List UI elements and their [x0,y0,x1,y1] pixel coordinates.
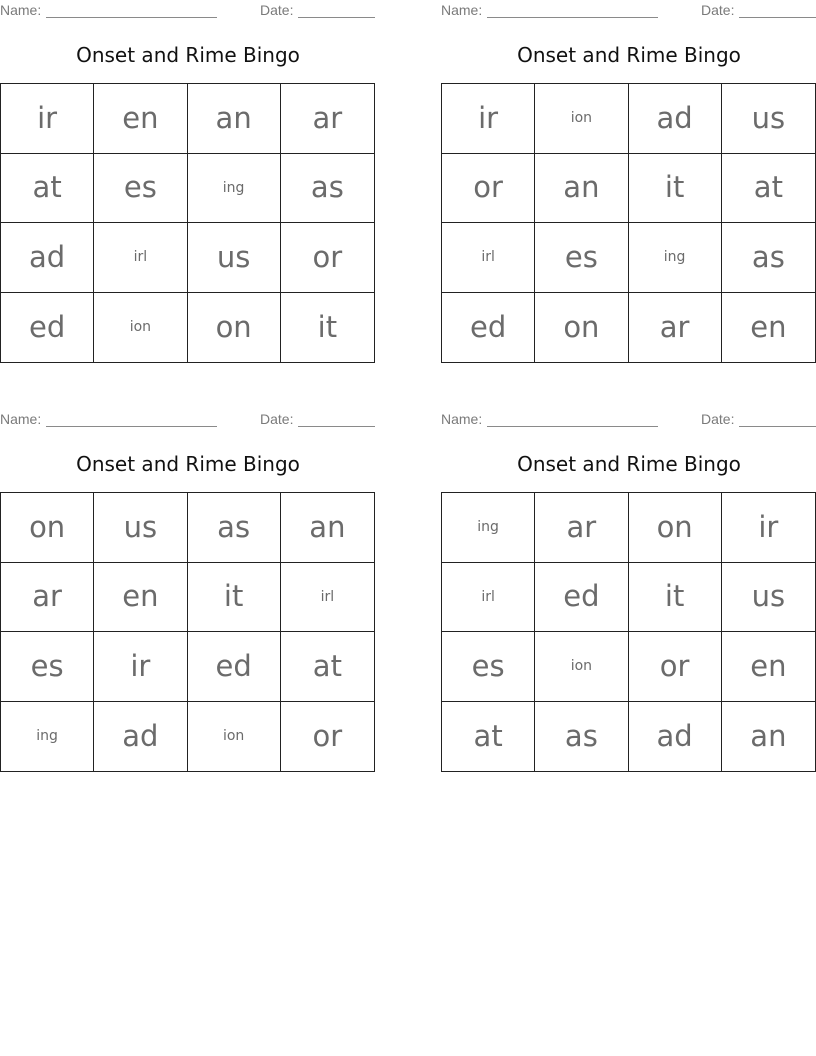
bingo-cell: irl [442,563,535,633]
bingo-grid [0,83,375,363]
bingo-cell: ir [94,632,187,702]
name-label: Name: [441,2,483,18]
bingo-cell: on [188,293,281,363]
bingo-cell: an [750,718,787,753]
name-blank-line [487,17,658,18]
bingo-cell: es [94,154,187,224]
name-date-row [441,2,816,20]
date-label: Date: [701,2,735,18]
bingo-cell: ar [535,493,628,563]
bingo-cell: ir [722,493,815,563]
date-label: Date: [260,411,294,427]
date-blank-line [298,426,375,427]
date-label: Date: [260,2,294,18]
name-blank-line [487,426,658,427]
bingo-cell: ir [442,84,535,154]
bingo-cell: ar [629,293,722,363]
bingo-cell: ir [1,84,94,154]
bingo-cell: ing [188,154,281,224]
bingo-cell: en [750,309,787,344]
bingo-cell: ad [629,702,722,772]
date-blank-line [298,17,375,18]
bingo-cell: ar [281,84,374,154]
bingo-cell: es [1,632,94,702]
bingo-card-3 [0,409,376,781]
bingo-cell: us [188,223,281,293]
bingo-cell: or [629,632,722,702]
bingo-cell: ing [442,493,535,563]
bingo-cell: irl [442,223,535,293]
name-label: Name: [0,411,42,427]
bingo-cell: ar [1,563,94,633]
bingo-cell: ad [1,223,94,293]
bingo-cell: ed [1,293,94,363]
bingo-grid [0,492,375,772]
bingo-grid [441,83,816,363]
bingo-card-1 [0,0,376,372]
bingo-cell: us [722,84,815,154]
name-blank-line [46,426,217,427]
bingo-cell: irl [94,223,187,293]
bingo-cell: on [1,493,94,563]
bingo-cell: at [442,702,535,772]
bingo-cell: it [317,309,338,344]
bingo-cell: an [281,493,374,563]
bingo-cell: at [281,632,374,702]
bingo-cell: an [535,154,628,224]
bingo-cell: at [1,154,94,224]
card-title: Onset and Rime Bingo [76,452,300,476]
bingo-cell: as [281,154,374,224]
bingo-cell: it [629,563,722,633]
name-date-row [441,411,816,429]
bingo-grid [441,492,816,772]
bingo-cell: es [442,632,535,702]
bingo-cell: ed [535,563,628,633]
bingo-card-2 [441,0,816,372]
bingo-cell: as [722,223,815,293]
bingo-cell: us [94,493,187,563]
bingo-cell: ion [188,702,281,772]
bingo-cell: an [188,84,281,154]
bingo-cell: us [722,563,815,633]
bingo-cell: es [535,223,628,293]
bingo-cell: or [442,154,535,224]
name-label: Name: [0,2,42,18]
bingo-cell: at [722,154,815,224]
date-blank-line [739,426,816,427]
card-title: Onset and Rime Bingo [76,43,300,67]
card-title: Onset and Rime Bingo [517,452,741,476]
bingo-card-4 [441,409,816,781]
bingo-cell: ed [442,293,535,363]
bingo-cell: ing [1,702,94,772]
bingo-cell: en [722,632,815,702]
bingo-cell: as [535,702,628,772]
date-blank-line [739,17,816,18]
date-label: Date: [701,411,735,427]
bingo-cell: on [535,293,628,363]
bingo-cell: irl [281,563,374,633]
bingo-cell: ion [535,84,628,154]
name-label: Name: [441,411,483,427]
bingo-cell: or [312,718,343,753]
bingo-cell: as [188,493,281,563]
bingo-cell: ion [94,293,187,363]
bingo-cell: ing [629,223,722,293]
bingo-cell: it [629,154,722,224]
card-title: Onset and Rime Bingo [517,43,741,67]
bingo-cell: ad [94,702,187,772]
bingo-cell: ion [535,632,628,702]
bingo-cell: ad [629,84,722,154]
bingo-cell: or [281,223,374,293]
bingo-cell: on [629,493,722,563]
name-date-row [0,2,376,20]
bingo-cell: it [188,563,281,633]
bingo-cell: en [94,84,187,154]
bingo-cell: ed [188,632,281,702]
name-date-row [0,411,376,429]
name-blank-line [46,17,217,18]
bingo-cell: en [94,563,187,633]
